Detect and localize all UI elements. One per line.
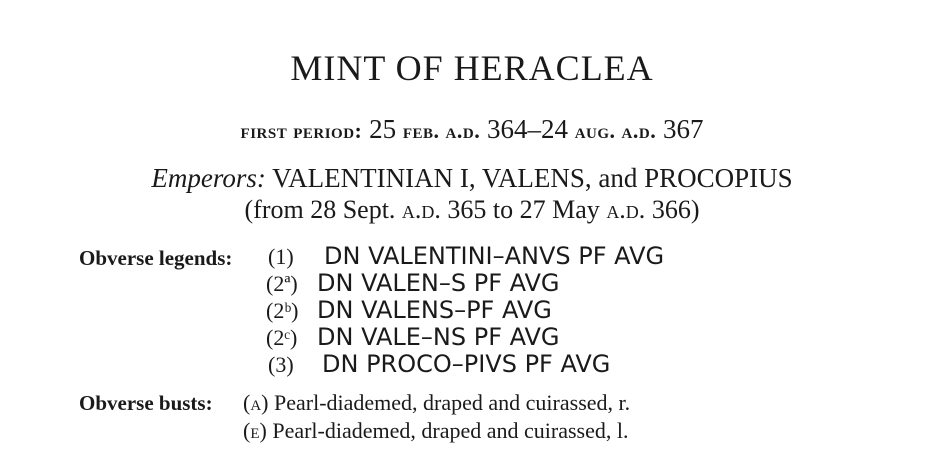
bust-key: (e) <box>243 418 267 443</box>
obverse-legend-item <box>268 241 664 271</box>
period-start-month: feb. a.d. <box>402 118 481 143</box>
obverse-busts-label: Obverse busts: <box>79 391 213 415</box>
period-start-day: 25 <box>369 114 397 144</box>
legend-key: (2ª) <box>266 271 298 296</box>
legend-key: (2ᶜ) <box>266 325 298 350</box>
period-line <box>0 112 944 148</box>
legend-text: DN VALENTINI–ANVS PF AVG <box>324 242 665 270</box>
emperors-label: Emperors: <box>151 163 266 193</box>
dates-mid: 365 to 27 May <box>447 195 600 224</box>
bust-key: (a) <box>243 390 269 415</box>
obverse-bust-item <box>243 417 628 445</box>
dates-ad-2: a.d. <box>606 195 646 224</box>
obverse-legend-item <box>268 349 610 379</box>
obverse-legend-item <box>266 322 560 352</box>
legend-text: DN VALE–NS PF AVG <box>317 323 560 351</box>
dates-ad-1: a.d. <box>401 195 441 224</box>
period-end-year: 367 <box>662 114 704 144</box>
dates-close: 366) <box>651 195 700 224</box>
page-title: MINT OF HERACLEA <box>290 48 654 88</box>
emperors-line <box>0 162 944 194</box>
period-label: first period: <box>240 118 363 143</box>
emperors-names: VALENTINIAN I, VALENS, and PROCOPIUS <box>272 163 793 193</box>
legend-text: DN PROCO–PIVS PF AVG <box>322 350 611 378</box>
period-years-range: 364–24 <box>486 114 568 144</box>
obverse-legend-item <box>266 268 560 298</box>
legend-text: DN VALEN–S PF AVG <box>317 269 560 297</box>
period-end-month: aug. a.d. <box>574 118 657 143</box>
obverse-bust-item <box>243 389 630 417</box>
reign-dates <box>0 194 944 226</box>
legend-text: DN VALENS–PF AVG <box>317 296 552 324</box>
legend-key: (3) <box>268 352 294 377</box>
legend-key: (2ᵇ) <box>266 298 299 323</box>
obverse-legends-label: Obverse legends: <box>79 246 233 270</box>
dates-open: (from 28 Sept. <box>244 195 396 224</box>
bust-text: Pearl-diademed, draped and cuirassed, l. <box>272 418 629 443</box>
obverse-legend-item <box>266 295 552 325</box>
legend-key: (1) <box>268 244 294 269</box>
bust-text: Pearl-diademed, draped and cuirassed, r. <box>274 390 631 415</box>
